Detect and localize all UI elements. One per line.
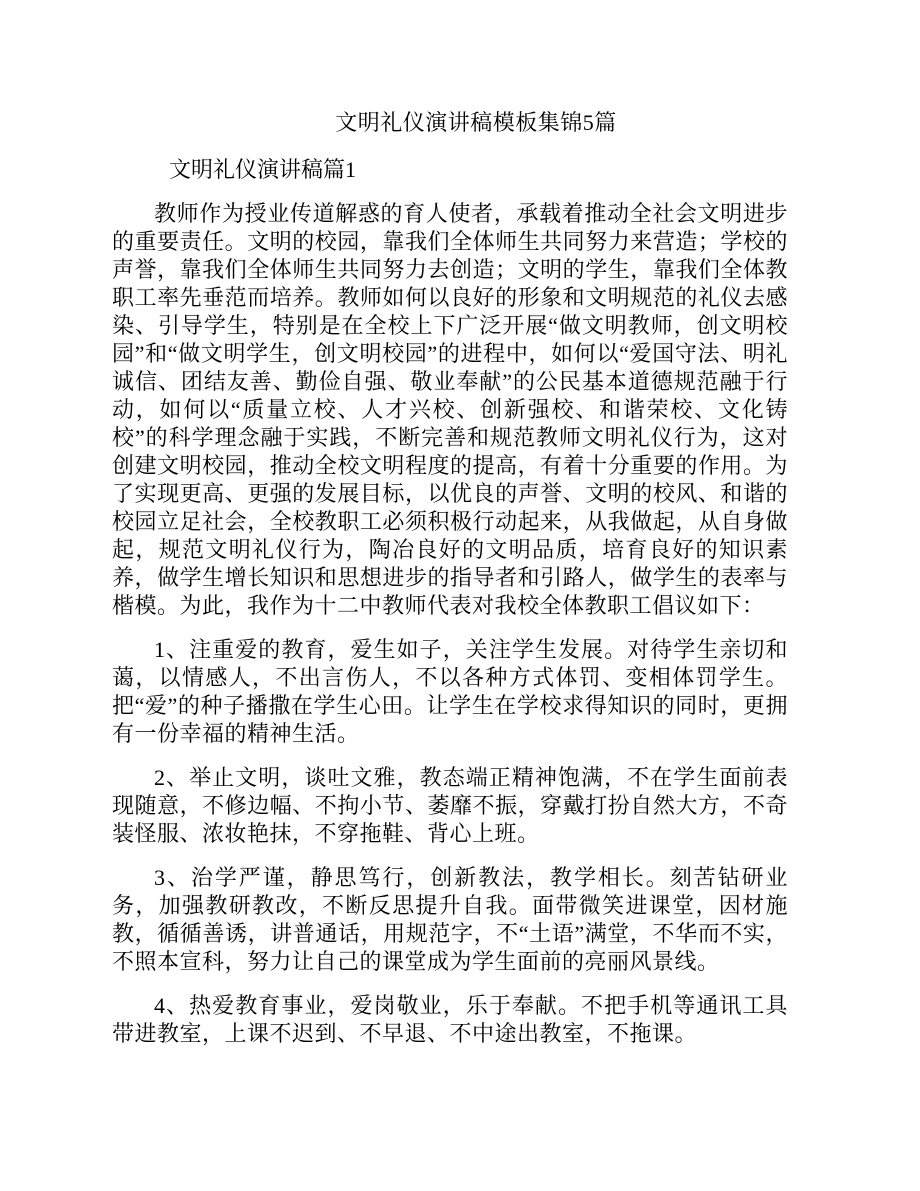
section-heading: 文明礼仪演讲稿篇1: [169, 157, 357, 182]
paragraph-intro: 教师作为授业传道解惑的育人使者，承载着推动全社会文明进步的重要责任。文明的校园，靠我们全体师生共同努力来营造；学校的声誉，靠我们全体师生共同努力去创造；文明的学生，靠我们全体教职工率先垂范而培养。教师如何以良好的形象和文明规范的礼仪去感染、引导学生，特别是在全校上下广泛开展“做文明教师，创文明校园”和“做文明学生，创文明校园”的进程中，如何以“爱国守法、明礼诚信、团结友善、勤俭自强、敬业奉献”的公民基本道德规范融于行动，如何以“质量立校、人才兴校、创新强校、和谐荣校、文化铸校”的科学理念融于实践，不断完善和规范教师文明礼仪行为，这对创建文明校园，推动全校文明程度的提高，有着十分重要的作用。为了实现更高、更强的发展目标，以优良的声誉、文明的校风、和谐的校园立足社会，全校教职工必须积极行动起来，从我做起，从自身做起，规范文明礼仪行为，陶冶良好的文明品质，培育良好的知识素养，做学生增长知识和思想进步的指导者和引路人，做学生的表率与楷模。为此，我作为十二中教师代表对我校全体教职工倡议如下：: [112, 201, 788, 618]
paragraph-item-4: 4、热爱教育事业，爱岗敬业，乐于奉献。不把手机等通讯工具带进教室，上课不迟到、不早退、不中途出教室，不拖课。: [112, 993, 788, 1046]
paragraph-item-2: 2、举止文明，谈吐文雅，教态端正精神饱满，不在学生面前表现随意，不修边幅、不拘小节、萎靡不振，穿戴打扮自然大方，不奇装怪服、浓妆艳抹，不穿拖鞋、背心上班。: [112, 765, 788, 846]
document-content: [112, 0, 788, 1048]
paragraph-item-1: 1、注重爱的教育，爱生如子，关注学生发展。对待学生亲切和蔼，以情感人，不出言伤人，不以各种方式体罚、变相体罚学生。把“爱”的种子播撒在学生心田。让学生在学校求得知识的同时，更拥有一份幸福的精神生活。: [112, 637, 788, 746]
page-title: 文明礼仪演讲稿模板集锦5篇: [335, 110, 617, 135]
paragraph-item-3: 3、治学严谨，静思笃行，创新教法，教学相长。刻苦钻研业务，加强教研教改，不断反思提升自我。面带微笑进课堂，因材施教，循循善诱，讲普通话，用规范字，不“土语”满堂，不华而不实，不照本宣科，努力让自己的课堂成为学生面前的亮丽风景线。: [112, 865, 788, 974]
